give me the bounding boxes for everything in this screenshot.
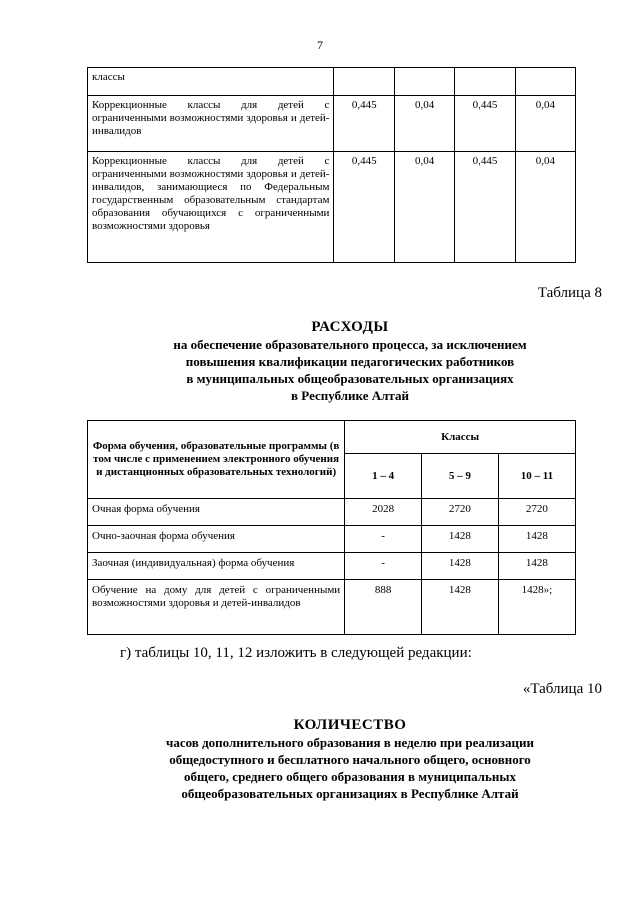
table-row [88,553,576,580]
table-cell: 2720 [422,499,499,526]
table-cell: 0,04 [515,96,575,152]
table-cell: 0,04 [394,152,454,263]
table-cell: 1428 [498,553,575,580]
table-8-caption: Таблица 8 [537,285,602,301]
table-cell [455,68,516,96]
table-cell: 888 [345,580,422,635]
amendment-paragraph: г) таблицы 10, 11, 12 изложить в следующей редакции: [120,645,472,661]
page-number: 7 [317,38,323,52]
table-10-subtitle-line: общеобразовательных организациях в Республике Алтай [181,786,519,801]
table-cell-desc: классы [88,68,334,96]
table-8-subtitle-line: на обеспечение образовательного процесса, за исключением [173,337,527,352]
header-class-col: 1 – 4 [345,454,422,499]
table-10-subtitle-line: общего, среднего общего образования в муниципальных [183,769,516,784]
header-form: Форма обучения, образовательные программы (в том числе с применением электронного обучения и дистанционных образовательных технологий) [88,421,345,499]
table-row [88,68,576,96]
table-row [88,526,576,553]
table-10-caption: «Таблица 10 [522,681,602,697]
table-cell: 1428 [422,553,499,580]
table-cell: 2720 [498,499,575,526]
table-row [88,96,576,152]
table-cell: - [345,526,422,553]
table-cell-form: Очно-заочная форма обучения [88,526,345,553]
table-8-title-block [0,318,640,404]
table-10-title: КОЛИЧЕСТВО [293,717,407,733]
table-8-subtitle-line: повышения квалификации педагогических работников [185,354,515,369]
table-10-title-block [0,716,640,802]
table-row [88,499,576,526]
table-cell: - [345,553,422,580]
table-cell: 0,445 [334,152,395,263]
table-cell [394,68,454,96]
header-class-col: 10 – 11 [498,454,575,499]
table-10-subtitle-line: общедоступного и бесплатного начального общего, основного [169,752,531,767]
table-cell-desc: Коррекционные классы для детей с ограниченными возможностями здоровья и детей-инвалидов, занимающиеся по Федеральным государственным образовательным стандартам образования обучающихся с ограниченными возможностями здоровья [88,152,334,263]
table-top-continuation [87,67,576,263]
table-row [88,152,576,263]
table-cell-form: Очная форма обучения [88,499,345,526]
table-cell [515,68,575,96]
table-cell: 2028 [345,499,422,526]
table-8-subtitle-line: в Республике Алтай [291,388,409,403]
table-cell: 1428 [422,580,499,635]
table-cell: 1428 [422,526,499,553]
table-8-subtitle-line: в муниципальных общеобразовательных организациях [186,371,514,386]
table-cell-desc: Коррекционные классы для детей с ограниченными возможностями здоровья и детей-инвалидов [88,96,334,152]
table-row [88,580,576,635]
table-cell [334,68,395,96]
table-cell: 1428»; [498,580,575,635]
header-classes: Классы [345,421,576,454]
table-cell: 0,04 [515,152,575,263]
table-cell: 0,445 [455,96,516,152]
table-cell: 0,445 [334,96,395,152]
table-8 [87,420,576,635]
header-class-col: 5 – 9 [422,454,499,499]
table-cell: 1428 [498,526,575,553]
table-cell: 0,445 [455,152,516,263]
table-cell-form: Заочная (индивидуальная) форма обучения [88,553,345,580]
table-8-title: РАСХОДЫ [311,319,389,335]
table-cell-form: Обучение на дому для детей с ограниченными возможностями здоровья и детей-инвалидов [88,580,345,635]
table-header-row [88,421,576,454]
table-10-subtitle-line: часов дополнительного образования в неделю при реализации [166,735,534,750]
table-cell: 0,04 [394,96,454,152]
